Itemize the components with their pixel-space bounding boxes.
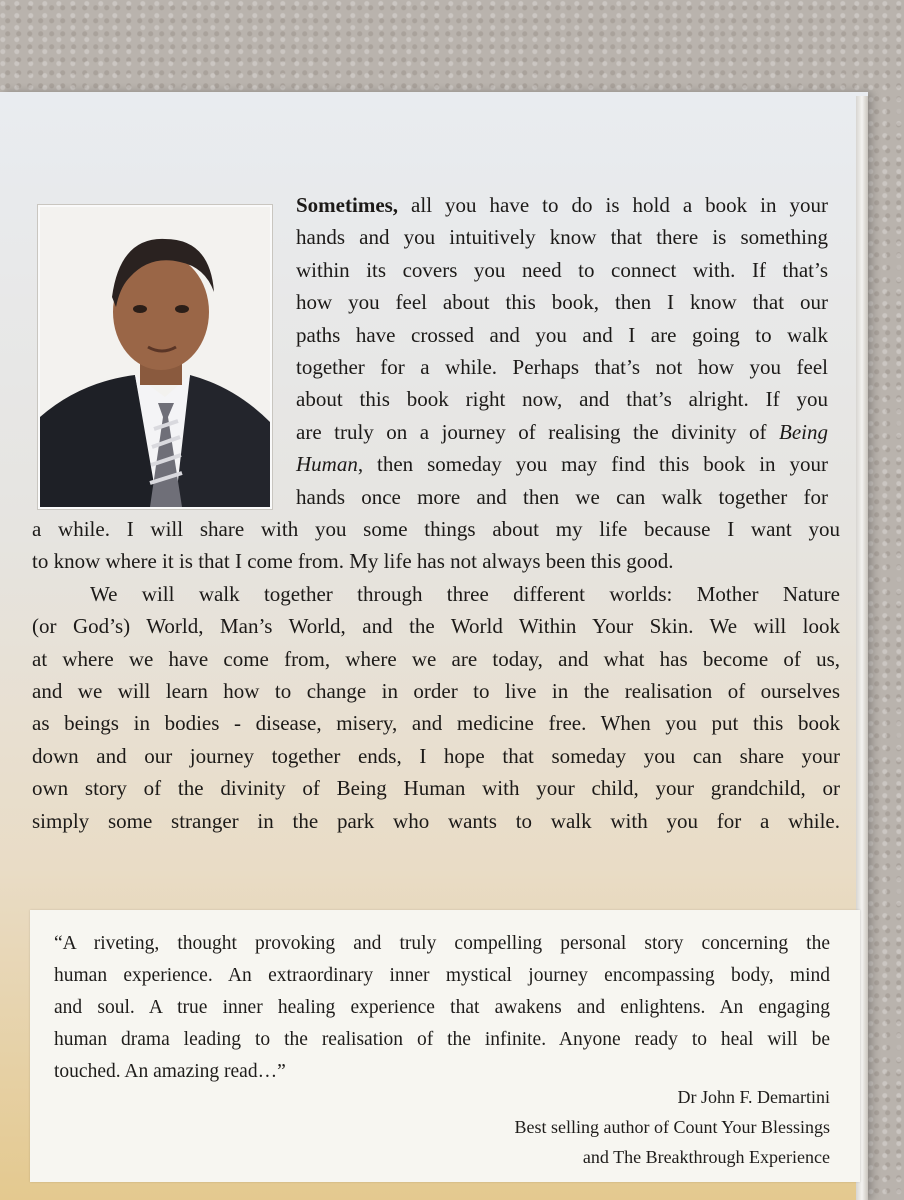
testimonial-box [30, 910, 860, 1182]
testimonial-credit-1: Best selling author of Count Your Blessings [514, 1117, 830, 1137]
testimonial-credit-2: and The Breakthrough Experience [582, 1147, 830, 1167]
blurb-full-text: a while. I will share with you some things about my life because I want you to know where it is that I come from. My life has not always been this good. We will walk together through three different worlds: Mother Nature (or God’s) World, Man’s World, and the World Within Your Skin. We will look at where we have come from, where we are today, and what has become of us, and we will learn how to change in order to live in the realisation of ourselves as beings in bodies - disease, misery, and medicine free. When you put this book down and our journey together ends, I hope that someday you can share your own story of the divinity of Being Human with your child, your grandchild, or simply some stranger in the park who wants to walk with you for a while. [32, 517, 840, 833]
blurb-wrapped-text: Sometimes, all you have to do is hold a book in your hands and you intuitively know that there is something within its covers you need to connect with. If that’s how you feel about this book, then I know that our paths have crossed and you and I are going to walk together for a while. Perhaps that’s not how you feel about this book right now, and that’s alright. If you are truly on a journey of realising the divinity of Being Human, then someday you may find this book in your hands once more and then we can walk together for [296, 193, 828, 509]
testimonial-quote: “A riveting, thought provoking and truly compelling personal story concerning the human experience. An extraordinary inner mystical journey encompassing body, mind and soul. A true inner healing experience that awakens and enlightens. An engaging human drama leading to the realisation of the infinite. Anyone ready to heal will be touched. An amazing read…” [54, 933, 830, 1082]
testimonial-author: Dr John F. Demartini [677, 1087, 830, 1107]
lead-word: Sometimes, [296, 193, 399, 217]
author-photo [38, 205, 272, 509]
testimonial-attribution [514, 1082, 830, 1172]
